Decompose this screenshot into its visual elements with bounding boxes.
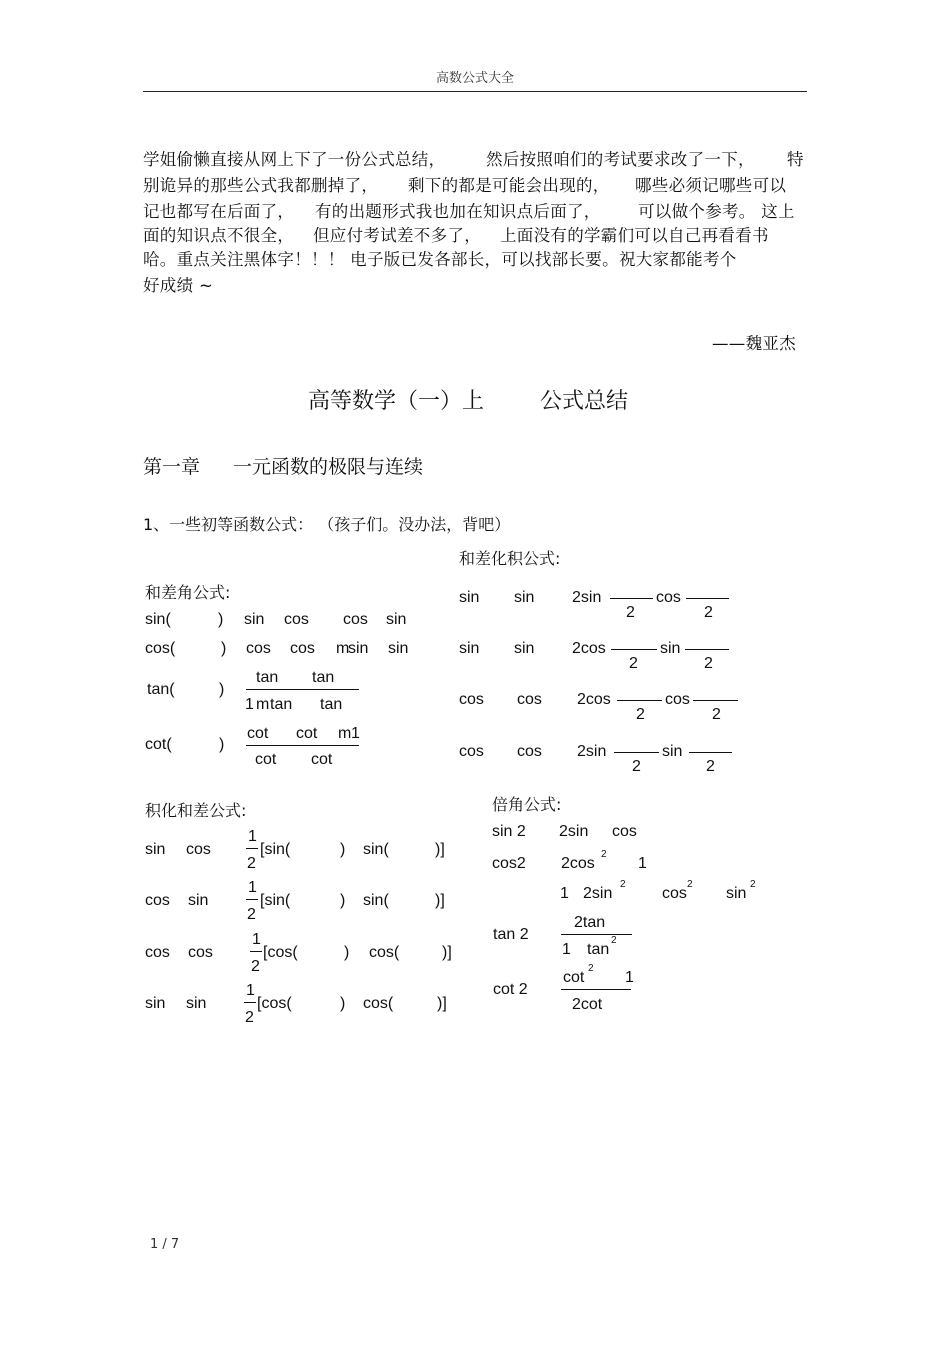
- formula-token: ): [344, 944, 350, 961]
- formula-token: cos: [284, 611, 309, 628]
- formula-token: 2sin: [572, 589, 602, 606]
- formula-token: ): [340, 995, 346, 1012]
- formula-token: ): [219, 736, 225, 753]
- formula-token: 2: [247, 906, 256, 923]
- running-header: 高数公式大全: [435, 71, 514, 86]
- formula-token: sin: [726, 885, 747, 902]
- intro-text: 面的知识点不很全，: [143, 226, 295, 245]
- formula-token: 2: [632, 758, 641, 775]
- formula-token: tan: [256, 669, 279, 686]
- formula-token: cos: [665, 691, 690, 708]
- formula-token: 1: [246, 982, 255, 999]
- formula-token: 1: [562, 941, 571, 958]
- formula-token: tan: [270, 696, 293, 713]
- formula-token: ): [218, 611, 224, 628]
- formula-token: sin: [660, 640, 681, 657]
- formula-token: sin: [388, 640, 409, 657]
- formula-token: cos(: [369, 944, 400, 961]
- formula-token: [sin(: [260, 892, 291, 909]
- formula-token: ): [221, 640, 227, 657]
- formula-token: 1: [245, 696, 254, 713]
- formula-token: sin: [244, 611, 265, 628]
- formula-token: cos: [662, 885, 687, 902]
- page-number: 1 / 7: [150, 1237, 180, 1252]
- fraction-bar: [693, 700, 738, 701]
- formula-token: 2: [629, 655, 638, 672]
- formula-token: cos: [459, 691, 484, 708]
- intro-text: 然后按照咱们的考试要求改了一下，: [486, 150, 755, 169]
- intro-text: 学姐偷懒直接从网上下了一份公式总结，: [143, 150, 446, 169]
- formula-token: 2: [251, 958, 260, 975]
- formula-token: cot(: [145, 736, 172, 753]
- formula-token: ): [340, 892, 346, 909]
- formula-token: m: [338, 725, 352, 742]
- formula-token: [cos(: [257, 995, 292, 1012]
- formula-token: tan: [587, 941, 610, 958]
- fraction-bar: [246, 899, 258, 900]
- formula-token: tan: [312, 669, 335, 686]
- formula-token: tan(: [147, 681, 175, 698]
- formula-token: )]: [437, 995, 447, 1012]
- formula-token: sin: [459, 589, 480, 606]
- doc-title-left: 高等数学（一）上: [308, 389, 485, 414]
- fraction-bar: [610, 598, 653, 599]
- formula-token: 2: [245, 1009, 254, 1026]
- formula-token: cos: [459, 743, 484, 760]
- formula-token: sin 2: [492, 823, 526, 840]
- formula-token: 1: [252, 931, 261, 948]
- formula-token: sin: [188, 892, 209, 909]
- formula-token: m: [336, 640, 350, 657]
- formula-token: cos: [186, 841, 211, 858]
- formula-token: cot: [311, 751, 333, 768]
- formula-token: cos: [188, 944, 213, 961]
- intro-text: 可以做个参考。 这上: [638, 202, 795, 221]
- intro-text: 剩下的都是可能会出现的，: [408, 176, 610, 195]
- exponent: 2: [611, 935, 617, 946]
- doc-title-right: 公式总结: [540, 389, 629, 414]
- product-to-sum-heading: 积化和差公式:: [145, 801, 247, 820]
- formula-token: cos: [612, 823, 637, 840]
- formula-token: cot: [563, 969, 585, 986]
- formula-token: 2: [636, 706, 645, 723]
- formula-token: 1: [248, 879, 257, 896]
- fraction-bar: [246, 689, 359, 690]
- formula-token: [cos(: [263, 944, 298, 961]
- formula-token: 2sin: [583, 885, 613, 902]
- intro-text: 好成绩 ~: [143, 276, 214, 295]
- formula-token: cot: [296, 725, 318, 742]
- fraction-bar: [617, 700, 662, 701]
- formula-token: 2tan: [574, 914, 606, 931]
- fraction-bar: [689, 752, 732, 753]
- formula-token: sin: [145, 841, 166, 858]
- formula-token: sin: [514, 640, 535, 657]
- formula-token: cot: [255, 751, 277, 768]
- fraction-bar: [685, 649, 729, 650]
- fraction-bar: [246, 848, 258, 849]
- fraction-bar: [561, 989, 631, 990]
- exponent: 2: [601, 849, 607, 860]
- formula-token: 2: [626, 604, 635, 621]
- intro-text: 但应付考试差不多了，: [313, 226, 481, 245]
- header-rule: [143, 91, 807, 92]
- formula-token: sin: [348, 640, 369, 657]
- formula-token: ): [219, 681, 225, 698]
- formula-token: sin: [145, 995, 166, 1012]
- formula-token: 2: [247, 855, 256, 872]
- formula-token: 1: [351, 725, 360, 742]
- formula-token: cos: [343, 611, 368, 628]
- exponent: 2: [750, 879, 756, 890]
- intro-text: 有的出题形式我也加在知识点后面了，: [315, 202, 601, 221]
- formula-token: cos: [145, 892, 170, 909]
- formula-token: 2: [704, 604, 713, 621]
- fraction-bar: [561, 934, 632, 935]
- formula-token: 2: [706, 758, 715, 775]
- intro-text: 上面没有的学霸们可以自己再看看书: [500, 226, 769, 245]
- intro-text: 哪些必须记哪些可以: [635, 176, 787, 195]
- formula-token: ): [340, 841, 346, 858]
- angle-sum-heading: 和差角公式:: [145, 583, 231, 602]
- formula-token: sin(: [363, 892, 389, 909]
- formula-token: sin: [459, 640, 480, 657]
- formula-token: sin: [514, 589, 535, 606]
- exponent: 2: [588, 963, 594, 974]
- intro-text: 哈。重点关注黑体字！！！ 电子版已发各部长，可以找部长要。祝大家都能考个: [143, 250, 737, 269]
- formula-token: cos2: [492, 855, 526, 872]
- formula-token: )]: [435, 841, 445, 858]
- formula-token: 2sin: [577, 743, 607, 760]
- formula-token: 2cos: [561, 855, 595, 872]
- formula-token: cos(: [363, 995, 394, 1012]
- formula-token: 1: [248, 828, 257, 845]
- formula-token: m: [256, 696, 270, 713]
- formula-token: 1: [625, 969, 634, 986]
- signature: ——魏亚杰: [712, 334, 796, 353]
- formula-token: 2sin: [559, 823, 589, 840]
- formula-token: cos: [290, 640, 315, 657]
- formula-token: cos: [517, 743, 542, 760]
- fraction-bar: [686, 598, 729, 599]
- intro-text: 特: [787, 150, 804, 169]
- formula-token: cos: [517, 691, 542, 708]
- fraction-bar: [611, 649, 657, 650]
- sum-to-product-heading: 和差化积公式:: [459, 549, 561, 568]
- formula-token: 2: [712, 706, 721, 723]
- formula-token: )]: [435, 892, 445, 909]
- formula-token: 2: [704, 655, 713, 672]
- intro-text: 别诡异的那些公式我都删掉了，: [143, 176, 379, 195]
- fraction-bar: [246, 745, 359, 746]
- formula-token: 2cot: [572, 996, 603, 1013]
- exponent: 2: [687, 879, 693, 890]
- formula-token: sin(: [145, 611, 171, 628]
- formula-token: tan: [320, 696, 343, 713]
- formula-token: sin: [662, 743, 683, 760]
- formula-token: sin: [386, 611, 407, 628]
- fraction-bar: [614, 752, 659, 753]
- formula-token: cos: [246, 640, 271, 657]
- formula-token: 1: [560, 885, 569, 902]
- formula-token: cot 2: [493, 981, 528, 998]
- formula-token: )]: [442, 944, 452, 961]
- fraction-bar: [244, 1002, 256, 1003]
- fraction-bar: [250, 951, 262, 952]
- formula-token: cos: [145, 944, 170, 961]
- formula-token: cot: [247, 725, 269, 742]
- formula-token: cos(: [145, 640, 176, 657]
- formula-token: sin: [186, 995, 207, 1012]
- formula-token: 2cos: [577, 691, 611, 708]
- formula-token: tan 2: [493, 926, 529, 943]
- section-heading: 1、一些初等函数公式： （孩子们。没办法，背吧）: [143, 515, 511, 534]
- formula-token: sin(: [363, 841, 389, 858]
- formula-token: cos: [656, 589, 681, 606]
- formula-token: 2cos: [572, 640, 606, 657]
- exponent: 2: [620, 879, 626, 890]
- chapter-title: 一元函数的极限与连续: [233, 456, 424, 478]
- formula-token: 1: [638, 855, 647, 872]
- intro-text: 记也都写在后面了，: [143, 202, 295, 221]
- formula-token: [sin(: [260, 841, 291, 858]
- double-angle-heading: 倍角公式:: [492, 795, 562, 814]
- chapter-number: 第一章: [143, 456, 201, 478]
